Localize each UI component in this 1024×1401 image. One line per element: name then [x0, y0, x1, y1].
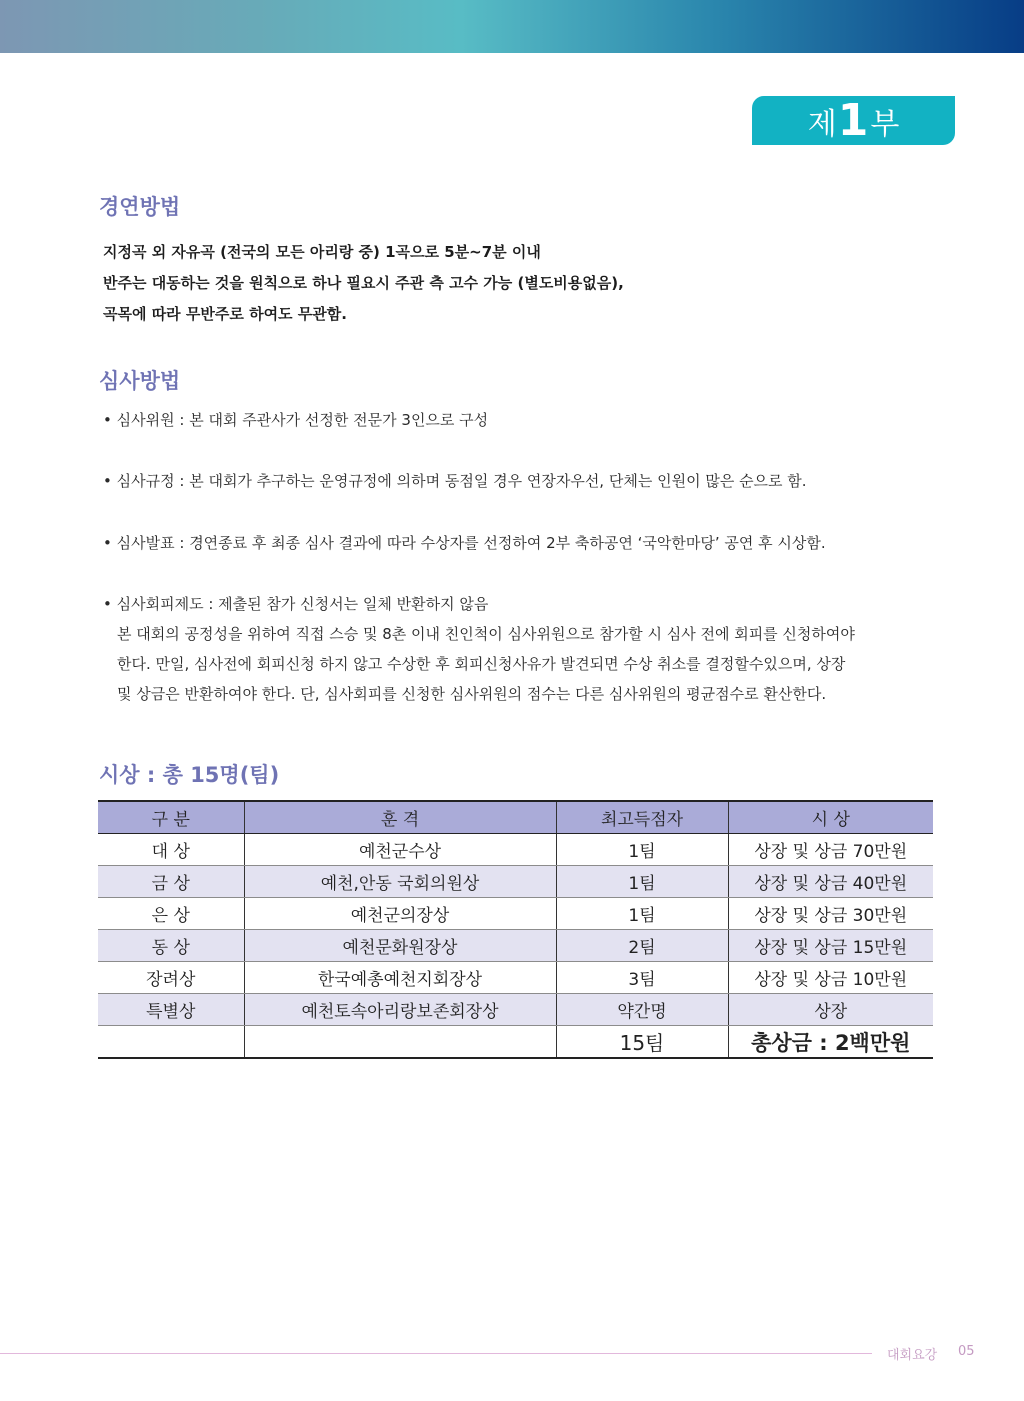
table-row [98, 834, 933, 866]
part-tab [752, 96, 955, 145]
cell-prize: 상장 및 상금 40만원 [728, 866, 933, 898]
col-winners: 최고득점자 [556, 801, 728, 834]
cell-prize: 상장 및 상금 30만원 [728, 898, 933, 930]
cell-total-teams: 15팀 [556, 1026, 728, 1059]
cell-total-empty [98, 1026, 244, 1059]
judging-item-text: 심사규정 : 본 대회가 추구하는 운영규정에 의하며 동점일 경우 연장자우선, 단체는 인원이 많은 순으로 함. [116, 472, 807, 490]
bullet: • [103, 534, 112, 552]
judging-item-4 [103, 593, 488, 614]
cell-total-prize: 총상금 : 2백만원 [728, 1026, 933, 1059]
cell-winners: 2팀 [556, 930, 728, 962]
cell-award-title: 예천군수상 [244, 834, 556, 866]
cell-award-title: 한국예총예천지회장상 [244, 962, 556, 994]
part-number: 1 [837, 94, 869, 146]
cell-award-title: 예천,안동 국회의원상 [244, 866, 556, 898]
footer-divider [0, 1353, 872, 1354]
bullet: • [103, 595, 112, 613]
awards-header-row [98, 801, 933, 834]
judging-item-1 [103, 409, 488, 430]
judging-heading: 심사방법 [99, 369, 181, 393]
total-row [98, 1026, 933, 1059]
cell-winners: 1팀 [556, 866, 728, 898]
judging-item-3 [103, 532, 826, 553]
cell-category: 대 상 [98, 834, 244, 866]
performance-line-3: 곡목에 따라 무반주로 하여도 무관함. [103, 305, 347, 323]
cell-category: 은 상 [98, 898, 244, 930]
table-row [98, 866, 933, 898]
cell-award-title: 예천문화원장상 [244, 930, 556, 962]
recusal-line-2: 한다. 만일, 심사전에 회피신청 하지 않고 수상한 후 회피신청사유가 발견되면 수상 취소를 결정할수있으며, 상장 [117, 655, 846, 673]
cell-category: 특별상 [98, 994, 244, 1026]
top-gradient-banner [0, 0, 1024, 53]
bullet: • [103, 411, 112, 429]
cell-total-empty [244, 1026, 556, 1059]
page-number: 05 [958, 1344, 975, 1359]
cell-winners: 1팀 [556, 834, 728, 866]
table-row [98, 898, 933, 930]
cell-prize: 상장 및 상금 10만원 [728, 962, 933, 994]
judging-item-text: 심사위원 : 본 대회 주관사가 선정한 전문가 3인으로 구성 [116, 411, 489, 429]
cell-prize: 상장 및 상금 15만원 [728, 930, 933, 962]
footer-label: 대회요강 [887, 1348, 938, 1363]
cell-award-title: 예천군의장상 [244, 898, 556, 930]
cell-category: 장려상 [98, 962, 244, 994]
part-suffix: 부 [870, 106, 900, 142]
cell-winners: 약간명 [556, 994, 728, 1026]
cell-award-title: 예천토속아리랑보존회장상 [244, 994, 556, 1026]
cell-prize: 상장 및 상금 70만원 [728, 834, 933, 866]
table-row [98, 930, 933, 962]
recusal-line-1: 본 대회의 공정성을 위하여 직접 스승 및 8촌 이내 친인척이 심사위원으로 참가할 시 심사 전에 회피를 신청하여야 [117, 625, 855, 643]
col-prize: 시 상 [728, 801, 933, 834]
cell-winners: 3팀 [556, 962, 728, 994]
cell-category: 동 상 [98, 930, 244, 962]
col-award-title: 훈 격 [244, 801, 556, 834]
judging-item-text: 심사회피제도 : 제출된 참가 신청서는 일체 반환하지 않음 [116, 595, 489, 613]
awards-table [98, 800, 933, 1059]
cell-winners: 1팀 [556, 898, 728, 930]
performance-line-1: 지정곡 외 자유곡 (전국의 모든 아리랑 중) 1곡으로 5분~7분 이내 [103, 243, 541, 261]
bullet: • [103, 472, 112, 490]
table-row [98, 962, 933, 994]
awards-heading: 시상 : 총 15명(팀) [99, 763, 280, 787]
col-category: 구 분 [98, 801, 244, 834]
performance-heading: 경연방법 [99, 195, 181, 219]
recusal-line-3: 및 상금은 반환하여야 한다. 단, 심사회피를 신청한 심사위원의 점수는 다른 심사위원의 평균점수로 환산한다. [117, 685, 827, 703]
cell-prize: 상장 [728, 994, 933, 1026]
table-row [98, 994, 933, 1026]
judging-item-2 [103, 470, 807, 491]
performance-line-2: 반주는 대동하는 것을 원칙으로 하나 필요시 주관 측 고수 가능 (별도비용없음), [103, 274, 624, 292]
cell-category: 금 상 [98, 866, 244, 898]
part-prefix: 제 [807, 106, 836, 142]
judging-item-text: 심사발표 : 경연종료 후 최종 심사 결과에 따라 수상자를 선정하여 2부 축하공연 ‘국악한마당’ 공연 후 시상함. [116, 534, 826, 552]
